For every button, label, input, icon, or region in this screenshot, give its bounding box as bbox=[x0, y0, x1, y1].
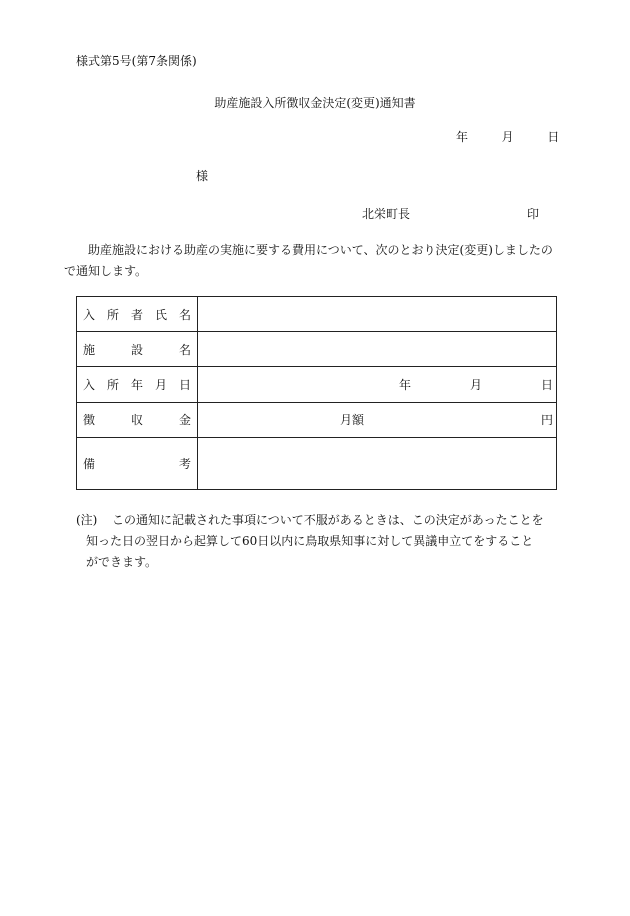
value-facility-name[interactable] bbox=[198, 332, 557, 367]
admission-day: 日 bbox=[541, 377, 554, 392]
addressee-suffix: 様 bbox=[196, 169, 209, 183]
monthly-amount-label: 月額 bbox=[340, 413, 365, 428]
value-admission-date[interactable] bbox=[198, 367, 557, 402]
label-char: 入 bbox=[83, 377, 96, 392]
label-char: 者 bbox=[130, 307, 143, 322]
label-char: 名 bbox=[178, 307, 191, 322]
issue-date-year: 年 bbox=[456, 130, 469, 144]
label-admission-date bbox=[77, 367, 198, 402]
issue-date-day: 日 bbox=[547, 130, 560, 144]
label-char: 考 bbox=[178, 456, 191, 471]
admission-year: 年 bbox=[399, 377, 412, 392]
label-char: 金 bbox=[178, 413, 191, 428]
label-fee bbox=[77, 402, 198, 437]
issue-date-month: 月 bbox=[501, 130, 514, 144]
note-section bbox=[76, 510, 558, 573]
issue-date bbox=[456, 128, 559, 145]
label-char: 施 bbox=[83, 342, 96, 357]
label-char: 収 bbox=[130, 413, 143, 428]
label-char: 備 bbox=[83, 456, 96, 471]
label-facility-name bbox=[77, 332, 198, 367]
label-char: 月 bbox=[154, 377, 167, 392]
note-mark: (注) bbox=[76, 513, 98, 527]
details-table bbox=[76, 296, 557, 490]
body-line: 助産施設における助産の実施に要する費用について、次のとおり決定(変更)しましたの bbox=[88, 243, 553, 257]
issuer-name: 北栄町長 bbox=[362, 207, 411, 221]
value-resident-name[interactable] bbox=[198, 297, 557, 332]
note-line: この通知に記載された事項について不服があるときは、この決定があったことを bbox=[112, 513, 544, 527]
value-remarks[interactable] bbox=[198, 437, 557, 489]
table-row bbox=[77, 402, 557, 437]
note-line: ができます。 bbox=[86, 555, 158, 569]
label-char: 年 bbox=[130, 377, 143, 392]
table-row bbox=[77, 297, 557, 332]
body-paragraph bbox=[64, 240, 556, 282]
label-char: 入 bbox=[83, 307, 96, 322]
document-title: 助産施設入所徴収金決定(変更)通知書 bbox=[214, 96, 416, 110]
form-number: 様式第5号(第7条関係) bbox=[76, 54, 197, 68]
body-line: で通知します。 bbox=[64, 264, 148, 278]
label-char: 日 bbox=[178, 377, 191, 392]
currency-yen: 円 bbox=[541, 413, 554, 428]
label-char: 徴 bbox=[83, 413, 96, 428]
label-char: 氏 bbox=[154, 307, 167, 322]
note-line: 知った日の翌日から起算して60日以内に鳥取県知事に対して異議申立てをすること bbox=[86, 534, 534, 548]
label-char: 設 bbox=[130, 342, 143, 357]
table-row bbox=[77, 437, 557, 489]
label-char: 所 bbox=[106, 307, 119, 322]
admission-month: 月 bbox=[470, 377, 483, 392]
value-fee[interactable] bbox=[198, 402, 557, 437]
table-row bbox=[77, 367, 557, 402]
seal-mark: 印 bbox=[527, 207, 540, 221]
label-remarks bbox=[77, 437, 198, 489]
label-char: 名 bbox=[178, 342, 191, 357]
label-char: 所 bbox=[106, 377, 119, 392]
table-row bbox=[77, 332, 557, 367]
label-resident-name bbox=[77, 297, 198, 332]
